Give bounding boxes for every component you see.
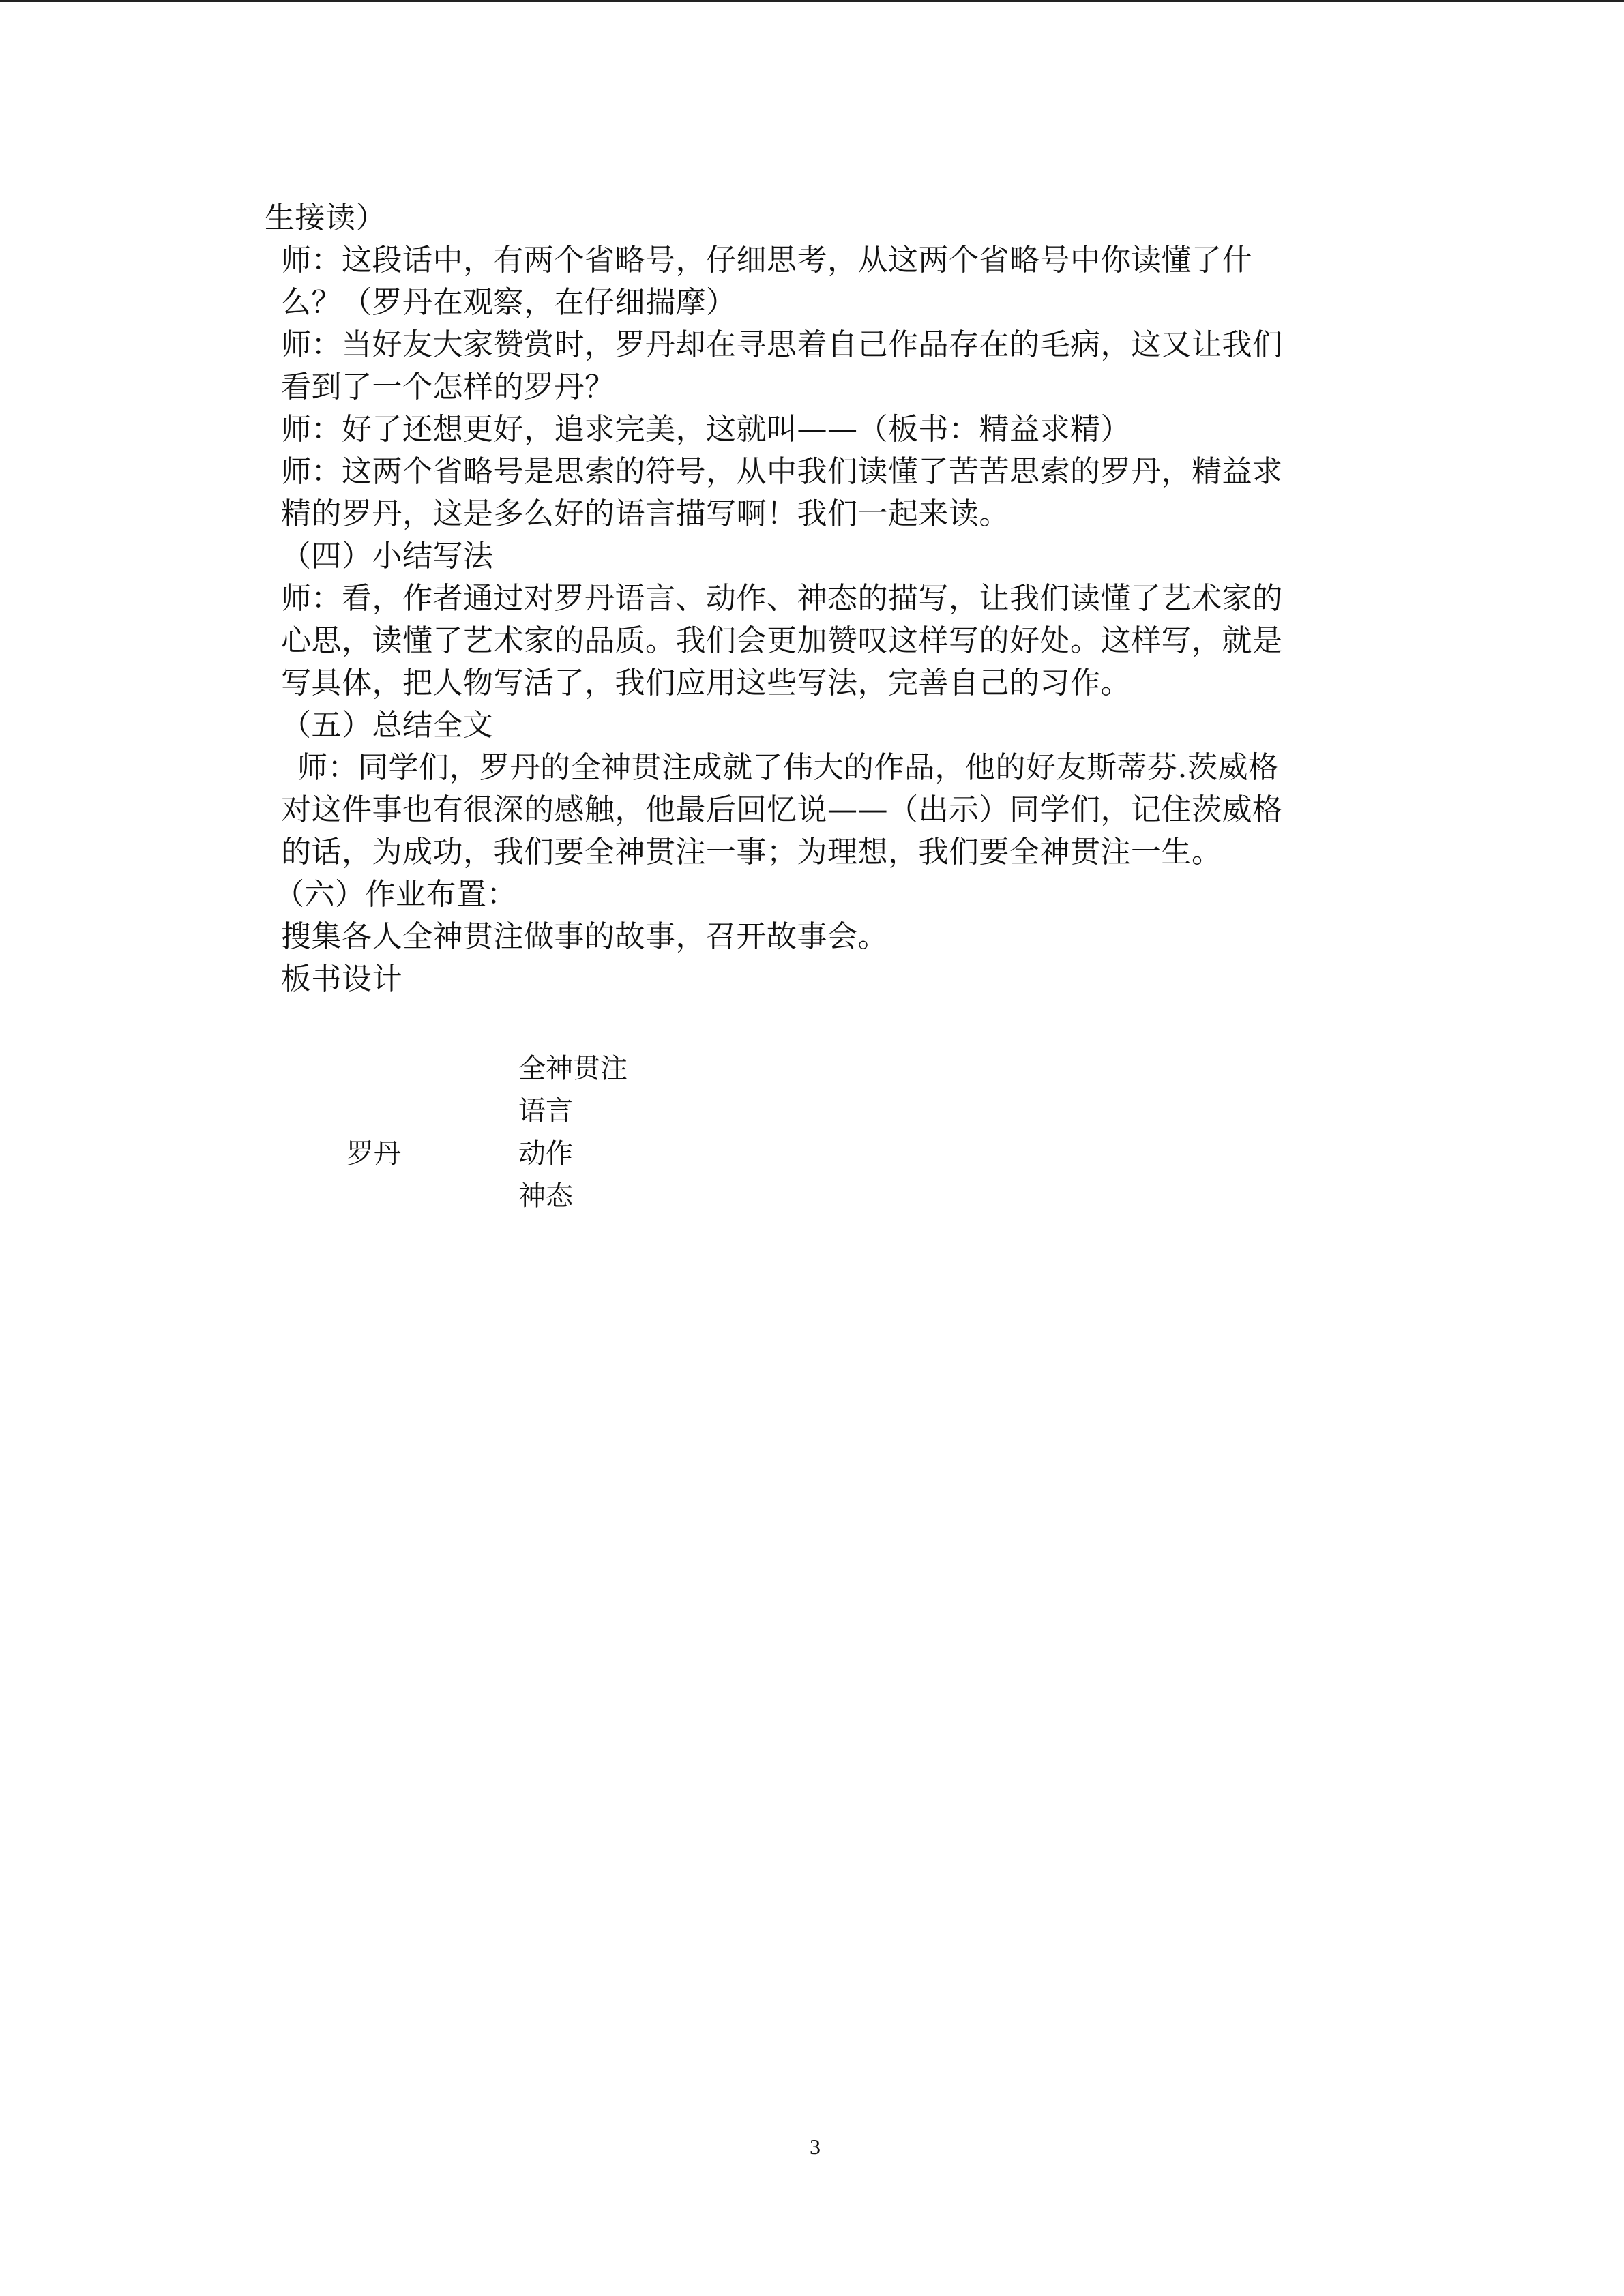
section-heading: （五）总结全文 bbox=[281, 708, 494, 743]
board-item: 神态 bbox=[518, 1180, 573, 1212]
text-line: 写具体，把人物写活了，我们应用这些写法，完善自己的习作。 bbox=[281, 666, 1131, 700]
text-line: 师：好了还想更好，追求完美，这就叫——（板书：精益求精） bbox=[281, 412, 1131, 447]
section-heading: （四）小结写法 bbox=[281, 539, 494, 573]
text-line: 的话，为成功，我们要全神贯注一事；为理想，我们要全神贯注一生。 bbox=[281, 835, 1222, 869]
text-line: 师：同学们，罗丹的全神贯注成就了伟大的作品，他的好友斯蒂芬.茨威格 bbox=[297, 750, 1279, 785]
text-line: 师：这段话中，有两个省略号，仔细思考，从这两个省略号中你读懂了什 bbox=[281, 243, 1252, 278]
text-line: 师：当好友大家赞赏时，罗丹却在寻思着自己作品存在的毛病，这又让我们 bbox=[281, 327, 1283, 362]
section-heading: （六）作业布置： bbox=[274, 877, 517, 912]
text-line: 师：看，作者通过对罗丹语言、动作、神态的描写，让我们读懂了艺术家的 bbox=[281, 581, 1283, 616]
board-item: 全神贯注 bbox=[518, 1053, 628, 1084]
text-line: 搜集各人全神贯注做事的故事，召开故事会。 bbox=[281, 919, 888, 954]
board-subject: 罗丹 bbox=[346, 1138, 401, 1169]
text-line: 生接读） bbox=[265, 200, 386, 235]
board-item: 动作 bbox=[518, 1138, 573, 1169]
text-line: 么？（罗丹在观察，在仔细揣摩） bbox=[281, 285, 737, 320]
text-line: 师：这两个省略号是思索的符号，从中我们读懂了苦苦思索的罗丹，精益求 bbox=[281, 454, 1283, 489]
text-line: 精的罗丹，这是多么好的语言描写啊！我们一起来读。 bbox=[281, 496, 1009, 531]
text-line: 心思，读懂了艺术家的品质。我们会更加赞叹这样写的好处。这样写，就是 bbox=[281, 623, 1283, 658]
page-top-border bbox=[0, 0, 1624, 2]
text-line: 看到了一个怎样的罗丹？ bbox=[281, 370, 615, 404]
text-line: 对这件事也有很深的感触，他最后回忆说——（出示）同学们，记住茨威格 bbox=[281, 792, 1283, 827]
page-number: 3 bbox=[810, 2134, 821, 2159]
board-item: 语言 bbox=[518, 1095, 573, 1127]
section-heading: 板书设计 bbox=[281, 961, 402, 996]
